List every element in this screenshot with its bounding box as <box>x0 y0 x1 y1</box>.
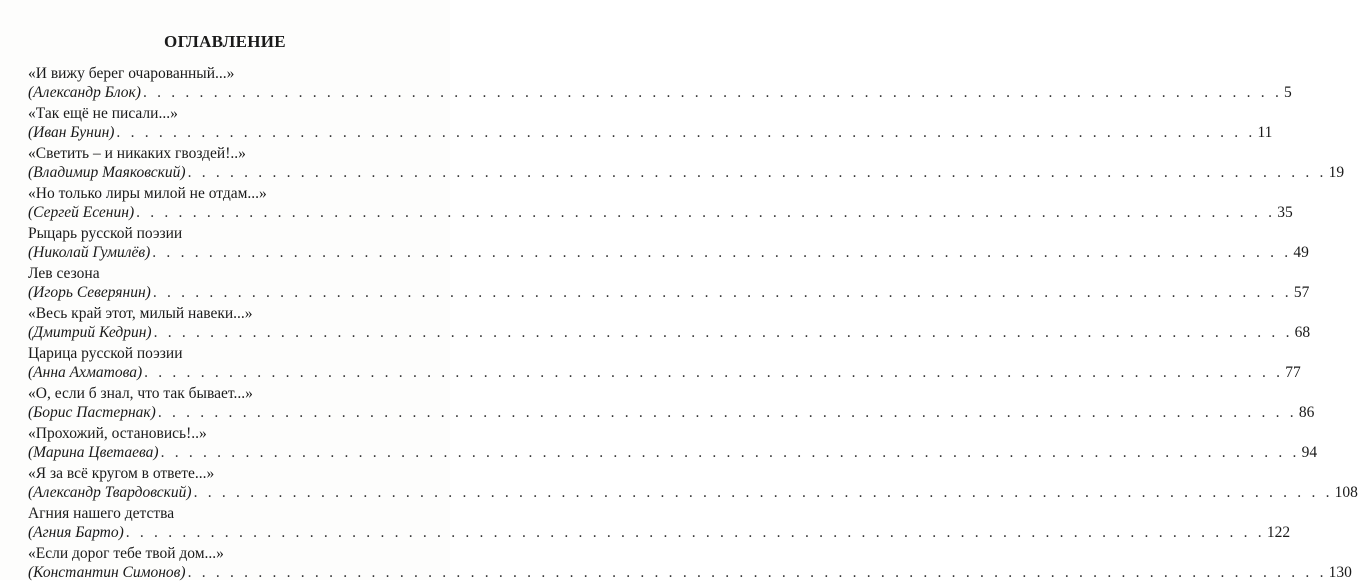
entry-author-line <box>28 403 1315 423</box>
entry-title: Агния нашего детства <box>28 505 175 522</box>
entry-author: (Дмитрий Кедрин) <box>28 324 152 341</box>
toc-entry <box>28 504 1291 544</box>
dot-leader: . . . . . . . . . . . . . . . . . . . . . . . . . . . . . . . . . . . . . . . . . . . . . . . . . . . . . . . . . . . . . . . . . . . . . . . . . . . . . . . . . <box>193 484 1333 501</box>
toc-entry <box>28 344 1301 384</box>
entry-author-line <box>28 163 1345 183</box>
dot-leader: . . . . . . . . . . . . . . . . . . . . . . . . . . . . . . . . . . . . . . . . . . . . . . . . . . . . . . . . . . . . . . . . . . . . . . . . . . . . . . . . . <box>152 244 1292 261</box>
toc-entry <box>28 104 1273 144</box>
entry-author-line <box>28 323 1311 343</box>
entry-author: (Игорь Северянин) <box>28 284 151 301</box>
entry-page-number: 35 <box>1277 204 1293 221</box>
toc-entry <box>28 264 1310 304</box>
toc-entry <box>28 424 1318 464</box>
entry-author: (Агния Барто) <box>28 524 124 541</box>
entry-title: «Светить – и никаких гвоздей!..» <box>28 145 246 162</box>
toc-entry <box>28 184 1293 224</box>
dot-leader: . . . . . . . . . . . . . . . . . . . . . . . . . . . . . . . . . . . . . . . . . . . . . . . . . . . . . . . . . . . . . . . . . . . . . . . . . . . . . . . . . <box>160 444 1300 461</box>
toc-entry <box>28 384 1315 424</box>
dot-leader: . . . . . . . . . . . . . . . . . . . . . . . . . . . . . . . . . . . . . . . . . . . . . . . . . . . . . . . . . . . . . . . . . . . . . . . . . . . . . . . . . <box>142 84 1283 101</box>
entry-page-number: 11 <box>1257 124 1273 141</box>
entry-author-line <box>28 83 1292 103</box>
entry-page-number: 5 <box>1284 84 1292 101</box>
entry-page-number: 94 <box>1301 444 1318 461</box>
entry-author-line <box>28 283 1310 303</box>
entry-author-line <box>28 123 1273 143</box>
dot-leader: . . . . . . . . . . . . . . . . . . . . . . . . . . . . . . . . . . . . . . . . . . . . . . . . . . . . . . . . . . . . . . . . . . . . . . . . . . . . . . . . . <box>152 284 1292 301</box>
dot-leader: . . . . . . . . . . . . . . . . . . . . . . . . . . . . . . . . . . . . . . . . . . . . . . . . . . . . . . . . . . . . . . . . . . . . . . . . . . . . . . . . . <box>153 324 1293 341</box>
entry-author: (Александр Твардовский) <box>28 484 192 501</box>
entry-author: (Николай Гумилёв) <box>28 244 151 261</box>
entry-title: «Прохожий, остановись!..» <box>28 425 207 442</box>
entry-page-number: 122 <box>1266 524 1291 541</box>
entry-author-line <box>28 523 1291 543</box>
toc-entry <box>28 144 1345 184</box>
entry-author-line <box>28 243 1309 263</box>
dot-leader: . . . . . . . . . . . . . . . . . . . . . . . . . . . . . . . . . . . . . . . . . . . . . . . . . . . . . . . . . . . . . . . . . . . . . . . . . . . . . . . . . <box>187 164 1327 181</box>
entry-author: (Борис Пастернак) <box>28 404 156 421</box>
entry-page-number: 19 <box>1328 164 1345 181</box>
table-of-contents <box>28 64 1358 584</box>
entry-page-number: 68 <box>1294 324 1311 341</box>
entry-title: «Если дорог тебе твой дом...» <box>28 545 224 562</box>
entry-author-line <box>28 483 1358 503</box>
entry-title: Царица русской поэзии <box>28 345 183 362</box>
entry-page-number: 57 <box>1293 284 1310 301</box>
entry-title: «Весь край этот, милый навеки...» <box>28 305 253 322</box>
dot-leader: . . . . . . . . . . . . . . . . . . . . . . . . . . . . . . . . . . . . . . . . . . . . . . . . . . . . . . . . . . . . . . . . . . . . . . . . . . . . . . . . . <box>144 364 1284 381</box>
entry-author: (Константин Симонов) <box>28 564 186 581</box>
entry-title: «И вижу берег очарованный...» <box>28 65 235 82</box>
dot-leader: . . . . . . . . . . . . . . . . . . . . . . . . . . . . . . . . . . . . . . . . . . . . . . . . . . . . . . . . . . . . . . . . . . . . . . . . . . . . . . . . . <box>157 404 1297 421</box>
page-title: ОГЛАВЛЕНИЕ <box>164 32 286 51</box>
entry-author-line <box>28 363 1301 383</box>
entry-title: «Так ещё не писали...» <box>28 105 178 122</box>
entry-author: (Марина Цветаева) <box>28 444 159 461</box>
toc-entry <box>28 304 1311 344</box>
entry-title: «Но только лиры милой не отдам...» <box>28 185 267 202</box>
entry-author-line <box>28 203 1293 223</box>
entry-page-number: 77 <box>1285 364 1301 381</box>
entry-author: (Владимир Маяковский) <box>28 164 186 181</box>
entry-page-number: 49 <box>1293 244 1309 261</box>
entry-title: Рыцарь русской поэзии <box>28 225 183 242</box>
entry-author-line <box>28 443 1318 463</box>
entry-author-line <box>28 563 1352 583</box>
toc-entry <box>28 64 1292 104</box>
dot-leader: . . . . . . . . . . . . . . . . . . . . . . . . . . . . . . . . . . . . . . . . . . . . . . . . . . . . . . . . . . . . . . . . . . . . . . . . . . . . . . . . . <box>187 564 1327 581</box>
entry-author: (Сергей Есенин) <box>28 204 135 221</box>
toc-entry <box>28 544 1352 584</box>
entry-title: Лев сезона <box>28 265 100 282</box>
entry-page-number: 130 <box>1328 564 1352 581</box>
entry-author: (Иван Бунин) <box>28 124 115 141</box>
dot-leader: . . . . . . . . . . . . . . . . . . . . . . . . . . . . . . . . . . . . . . . . . . . . . . . . . . . . . . . . . . . . . . . . . . . . . . . . . . . . . . . . . <box>116 124 1256 141</box>
toc-entry <box>28 224 1309 264</box>
entry-author: (Александр Блок) <box>28 84 141 101</box>
entry-title: «О, если б знал, что так бывает...» <box>28 385 253 402</box>
entry-title: «Я за всё кругом в ответе...» <box>28 465 215 482</box>
entry-author: (Анна Ахматова) <box>28 364 143 381</box>
dot-leader: . . . . . . . . . . . . . . . . . . . . . . . . . . . . . . . . . . . . . . . . . . . . . . . . . . . . . . . . . . . . . . . . . . . . . . . . . . . . . . . . . <box>136 204 1276 221</box>
toc-entry <box>28 464 1358 504</box>
entry-page-number: 86 <box>1298 404 1315 421</box>
dot-leader: . . . . . . . . . . . . . . . . . . . . . . . . . . . . . . . . . . . . . . . . . . . . . . . . . . . . . . . . . . . . . . . . . . . . . . . . . . . . . . . . . <box>125 524 1265 541</box>
entry-page-number: 108 <box>1334 484 1358 501</box>
